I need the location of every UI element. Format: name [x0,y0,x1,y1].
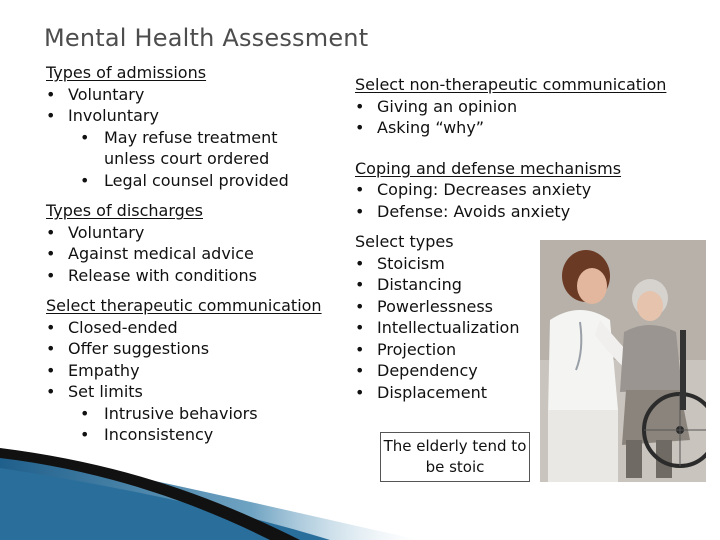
admissions-heading: Types of admissions [46,63,207,82]
admissions-list [46,84,322,192]
nurse-elderly-wheelchair-image [540,240,706,482]
left-column [46,62,322,446]
sub-list-item: • Legal counsel provided [46,170,322,192]
coping-list [355,179,666,222]
list-item: • Release with conditions [46,265,322,287]
list-item: • Asking “why” [355,117,666,139]
sub-list-item: • Intrusive behaviors [46,403,322,425]
sub-list-item: • Inconsistency [46,424,322,446]
list-item: • Closed-ended [46,317,322,339]
list-item: • Involuntary [46,105,322,127]
discharges-list [46,222,322,287]
list-item: • Empathy [46,360,322,382]
list-item: • Voluntary [46,222,322,244]
list-item: • Dependency [355,360,666,382]
therapeutic-heading: Select therapeutic communication [46,296,322,315]
list-item: • Stoicism [355,253,666,275]
coping-heading: Coping and defense mechanisms [355,158,622,178]
list-item: • Against medical advice [46,243,322,265]
list-item: • Intellectualization [355,317,666,339]
list-item: • Distancing [355,274,666,296]
list-item: • Set limits [46,381,322,403]
callout-box: The elderly tend to be stoic [380,432,530,482]
list-item: • Projection [355,339,666,361]
nontherapeutic-list [355,96,666,139]
list-item: • Voluntary [46,84,322,106]
list-item: • Defense: Avoids anxiety [355,201,666,223]
page-title: Mental Health Assessment [44,24,369,52]
nontherapeutic-heading: Select non-therapeutic communication [355,75,667,94]
discharges-heading: Types of discharges [46,201,203,220]
list-item: • Offer suggestions [46,338,322,360]
sub-list-item: • May refuse treatment unless court ordered [46,127,304,170]
list-item: • Powerlessness [355,296,666,318]
types-heading: Select types [355,232,454,251]
list-item: • Coping: Decreases anxiety [355,179,666,201]
list-item: • Displacement [355,382,666,404]
list-item: • Giving an opinion [355,96,666,118]
therapeutic-list [46,317,322,446]
